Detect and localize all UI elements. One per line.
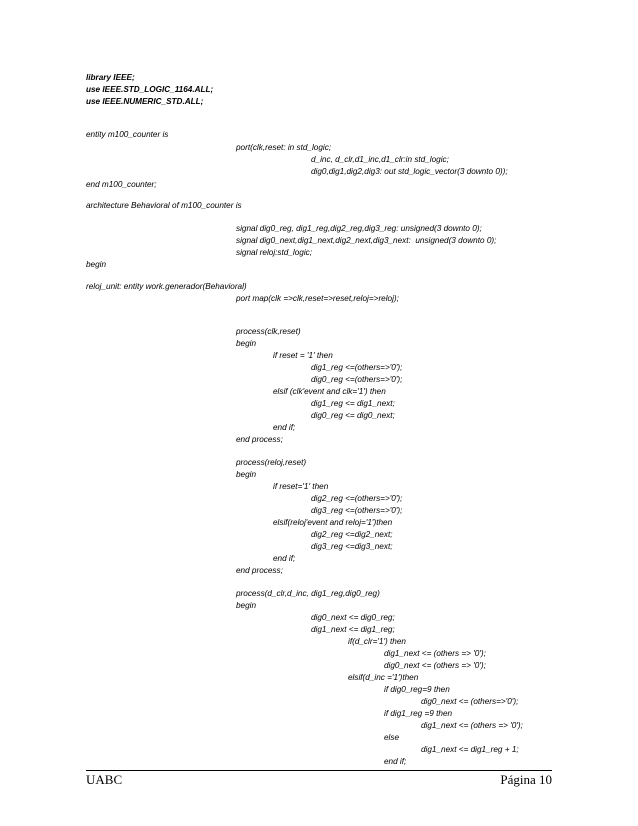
code-begin: begin bbox=[86, 260, 107, 269]
code-process-3-assign-5: dig0_next <= (others=>'0'); bbox=[421, 697, 519, 706]
code-process-2-assign-2: dig3_reg <=(others=>'0'); bbox=[311, 506, 403, 515]
code-process-3-if: if(d_clr='1') then bbox=[348, 637, 406, 646]
code-architecture: architecture Behavioral of m100_counter is bbox=[86, 201, 242, 210]
code-process-1-head: process(clk,reset) bbox=[236, 327, 301, 336]
code-process-1-assign-1: dig1_reg <=(others=>'0'); bbox=[311, 363, 403, 372]
code-process-3-assign-6: dig1_next <= (others => '0'); bbox=[421, 721, 523, 730]
code-process-1-begin: begin bbox=[236, 339, 257, 348]
code-process-2-elsif: elsif(reloj'event and reloj='1')then bbox=[273, 518, 393, 527]
footer-page-number: Página 10 bbox=[500, 772, 552, 787]
code-process-2-end: end process; bbox=[236, 566, 283, 575]
code-use-numeric: use IEEE.NUMERIC_STD.ALL; bbox=[86, 97, 204, 106]
code-process-2-endif: end if; bbox=[273, 554, 296, 563]
code-process-3-assign-3: dig1_next <= (others => '0'); bbox=[384, 649, 486, 658]
code-process-2-head: process(reloj,reset) bbox=[236, 458, 307, 467]
code-process-3-assign-4: dig0_next <= (others => '0'); bbox=[384, 661, 486, 670]
code-reloj-unit: reloj_unit: entity work.generador(Behavioral) bbox=[86, 282, 247, 291]
code-signal-1: signal dig0_reg, dig1_reg,dig2_reg,dig3_reg: unsigned(3 downto 0); bbox=[236, 224, 482, 233]
code-use-std-logic: use IEEE.STD_LOGIC_1164.ALL; bbox=[86, 85, 214, 94]
code-process-2-assign-3: dig2_reg <=dig2_next; bbox=[311, 530, 393, 539]
code-signal-3: signal reloj:std_logic; bbox=[236, 248, 313, 257]
code-process-3-assign-1: dig0_next <= dig0_reg; bbox=[311, 613, 395, 622]
code-process-1-assign-4: dig0_reg <= dig0_next; bbox=[311, 411, 395, 420]
code-process-1-assign-3: dig1_reg <= dig1_next; bbox=[311, 399, 395, 408]
code-process-3-assign-7: dig1_next <= dig1_reg + 1; bbox=[421, 745, 519, 754]
code-process-3-head: process(d_clr,d_inc, dig1_reg,dig0_reg) bbox=[236, 589, 380, 598]
code-process-2-assign-4: dig3_reg <=dig3_next; bbox=[311, 542, 393, 551]
footer-left: UABC bbox=[86, 772, 123, 787]
code-process-2-if: if reset='1' then bbox=[273, 482, 329, 491]
code-process-3-endif: end if; bbox=[384, 757, 407, 766]
code-process-3-if-3: if dig1_reg =9 then bbox=[384, 709, 453, 718]
code-port-2: d_inc, d_clr,d1_inc,d1_clr:in std_logic; bbox=[311, 155, 449, 164]
code-process-1-if: if reset = '1' then bbox=[273, 351, 333, 360]
code-process-2-assign-1: dig2_reg <=(others=>'0'); bbox=[311, 494, 403, 503]
code-process-3-if-2: if dig0_reg=9 then bbox=[384, 685, 450, 694]
code-port-3: dig0,dig1,dig2,dig3: out std_logic_vector(3 downto 0)); bbox=[311, 167, 508, 176]
code-process-1-endif: end if; bbox=[273, 423, 296, 432]
code-process-3-begin: begin bbox=[236, 601, 257, 610]
code-library: library IEEE; bbox=[86, 73, 135, 82]
code-port-1: port(clk,reset: in std_logic; bbox=[236, 143, 332, 152]
code-process-1-elsif: elsif (clk'event and clk='1') then bbox=[273, 387, 386, 396]
code-signal-2: signal dig0_next,dig1_next,dig2_next,dig3_next: unsigned(3 downto 0); bbox=[236, 236, 497, 245]
code-process-3-assign-2: dig1_next <= dig1_reg; bbox=[311, 625, 395, 634]
footer-rule bbox=[86, 770, 552, 771]
code-entity: entity m100_counter is bbox=[86, 130, 169, 139]
code-process-3-else: else bbox=[384, 733, 400, 742]
code-port-map: port map(clk =>clk,reset=>reset,reloj=>reloj); bbox=[236, 294, 399, 303]
code-process-2-begin: begin bbox=[236, 470, 257, 479]
code-process-1-end: end process; bbox=[236, 435, 283, 444]
code-process-1-assign-2: dig0_reg <=(others=>'0'); bbox=[311, 375, 403, 384]
code-process-3-elsif: elsif(d_inc ='1')then bbox=[348, 673, 419, 682]
code-end-entity: end m100_counter; bbox=[86, 180, 157, 189]
